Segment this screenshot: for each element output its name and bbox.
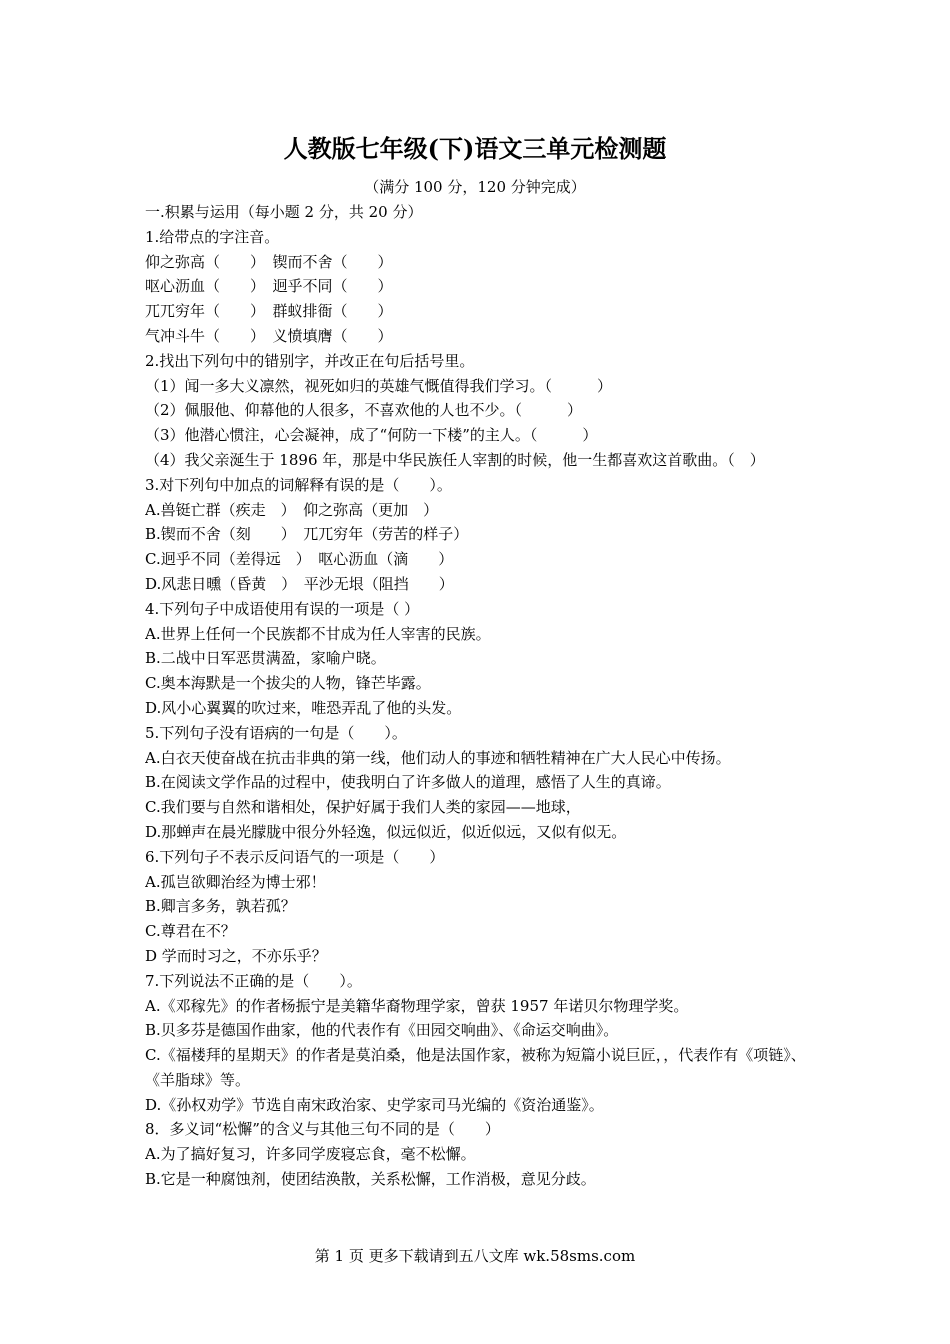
question-6-stem: 6.下列句子不表示反问语气的一项是（ ） bbox=[145, 847, 445, 866]
page-footer: 第 1 页 更多下载请到五八文库 wk.58sms.com bbox=[314, 1247, 636, 1265]
question-8-option: A.为了搞好复习，许多同学废寝忘食，毫不松懈。 bbox=[145, 1145, 476, 1164]
question-5-option: A.白衣天使奋战在抗击非典的第一线，他们动人的事迹和牺牲精神在广大人民心中传扬。 bbox=[145, 748, 731, 767]
question-1-row: 兀兀穷年（ ） 群蚁排衙（ ） bbox=[145, 302, 393, 321]
question-4-option: A.世界上任何一个民族都不甘成为任人宰害的民族。 bbox=[145, 624, 491, 643]
question-4-stem: 4.下列句子中成语使用有误的一项是（ ） bbox=[145, 599, 420, 618]
question-4-option: C.奥本海默是一个拔尖的人物，锋芒毕露。 bbox=[145, 674, 431, 693]
question-2-item: （4）我父亲涎生于 1896 年，那是中华民族任人宰割的时候，他一生都喜欢这首歌曲。（ ） bbox=[145, 450, 765, 469]
section-heading: 一.积累与运用（每小题 2 分，共 20 分） bbox=[145, 203, 423, 221]
question-7-option: C.《福楼拜的星期天》的作者是莫泊桑，他是法国作家，被称为短篇小说巨匠，，代表作有《项链》、《羊脂球》等。 bbox=[145, 1046, 806, 1089]
question-1-row: 气冲斗牛（ ） 义愤填膺（ ） bbox=[145, 326, 393, 345]
question-4-option: D.风小心翼翼的吹过来，唯恐弄乱了他的头发。 bbox=[145, 698, 462, 717]
question-1-row: 仰之弥高（ ） 锲而不舍（ ） bbox=[145, 252, 393, 271]
question-8-option: B.它是一种腐蚀剂，使团结涣散，关系松懈，工作消极，意见分歧。 bbox=[145, 1170, 596, 1189]
question-2-item: （2）佩服他、仰幕他的人很多，不喜欢他的人也不少。（ ） bbox=[145, 401, 583, 420]
question-6-option: D 学而时习之，不亦乐乎？ bbox=[145, 946, 327, 965]
question-2-stem: 2.找出下列句中的错别字，并改正在句后括号里。 bbox=[145, 351, 475, 370]
question-7-option: D.《孙权劝学》节选自南宋政治家、史学家司马光编的《资治通鉴》。 bbox=[145, 1095, 604, 1114]
question-7-option: A.《邓稼先》的作者杨振宁是美籍华裔物理学家，曾获 1957 年诺贝尔物理学奖。 bbox=[145, 996, 689, 1015]
question-6-option: B.卿言多务，孰若孤？ bbox=[145, 897, 296, 916]
document-subtitle: （满分 100 分，120 分钟完成） bbox=[364, 178, 586, 196]
question-4-option: B.二战中日军恶贯满盈，家喻户晓。 bbox=[145, 649, 386, 668]
question-3-option: D.风悲日曛（昏黄 ） 平沙无垠（阻挡 ） bbox=[145, 574, 454, 593]
question-5-option: B.在阅读文学作品的过程中，使我明白了许多做人的道理，感悟了人生的真谛。 bbox=[145, 773, 671, 792]
question-3-option: B.锲而不舍（刻 ） 兀兀穷年（劳苦的样子） bbox=[145, 525, 469, 544]
question-1-row: 呕心沥血（ ） 迥乎不同（ ） bbox=[145, 277, 393, 296]
question-7-stem: 7.下列说法不正确的是（ ）。 bbox=[145, 971, 362, 990]
question-3-option: C.迥乎不同（差得远 ） 呕心沥血（滴 ） bbox=[145, 550, 454, 569]
question-3-stem: 3.对下列句中加点的词解释有误的是（ ）。 bbox=[145, 475, 452, 494]
question-2-item: （3）他潜心惯注，心会凝神，成了“何防一下楼”的主人。（ ） bbox=[145, 426, 598, 445]
question-7-option: B.贝多芬是德国作曲家，他的代表作有《田园交响曲》、《命运交响曲》。 bbox=[145, 1021, 619, 1040]
question-8-stem: 8．多义词“松懈”的含义与其他三句不同的是（ ） bbox=[145, 1120, 500, 1139]
question-5-option: D.那蝉声在晨光朦胧中很分外轻逸，似远似近，似近似远，又似有似无。 bbox=[145, 822, 627, 841]
question-1-stem: 1.给带点的字注音。 bbox=[145, 227, 280, 246]
document-title: 人教版七年级(下)语文三单元检测题 bbox=[283, 134, 667, 163]
question-3-option: A.兽铤亡群（疾走 ） 仰之弥高（更加 ） bbox=[145, 500, 439, 519]
question-2-item: （1）闻一多大义凛然，视死如归的英雄气慨值得我们学习。（ ） bbox=[145, 376, 613, 395]
question-5-option: C.我们要与自然和谐相处，保护好属于我们人类的家园——地球， bbox=[145, 798, 581, 817]
question-6-option: A.孤岂欲卿治经为博士邪！ bbox=[145, 872, 326, 891]
question-body bbox=[145, 200, 810, 1192]
question-5-stem: 5.下列句子没有语病的一句是（ ）。 bbox=[145, 723, 407, 742]
question-6-option: C.尊君在不？ bbox=[145, 922, 236, 941]
